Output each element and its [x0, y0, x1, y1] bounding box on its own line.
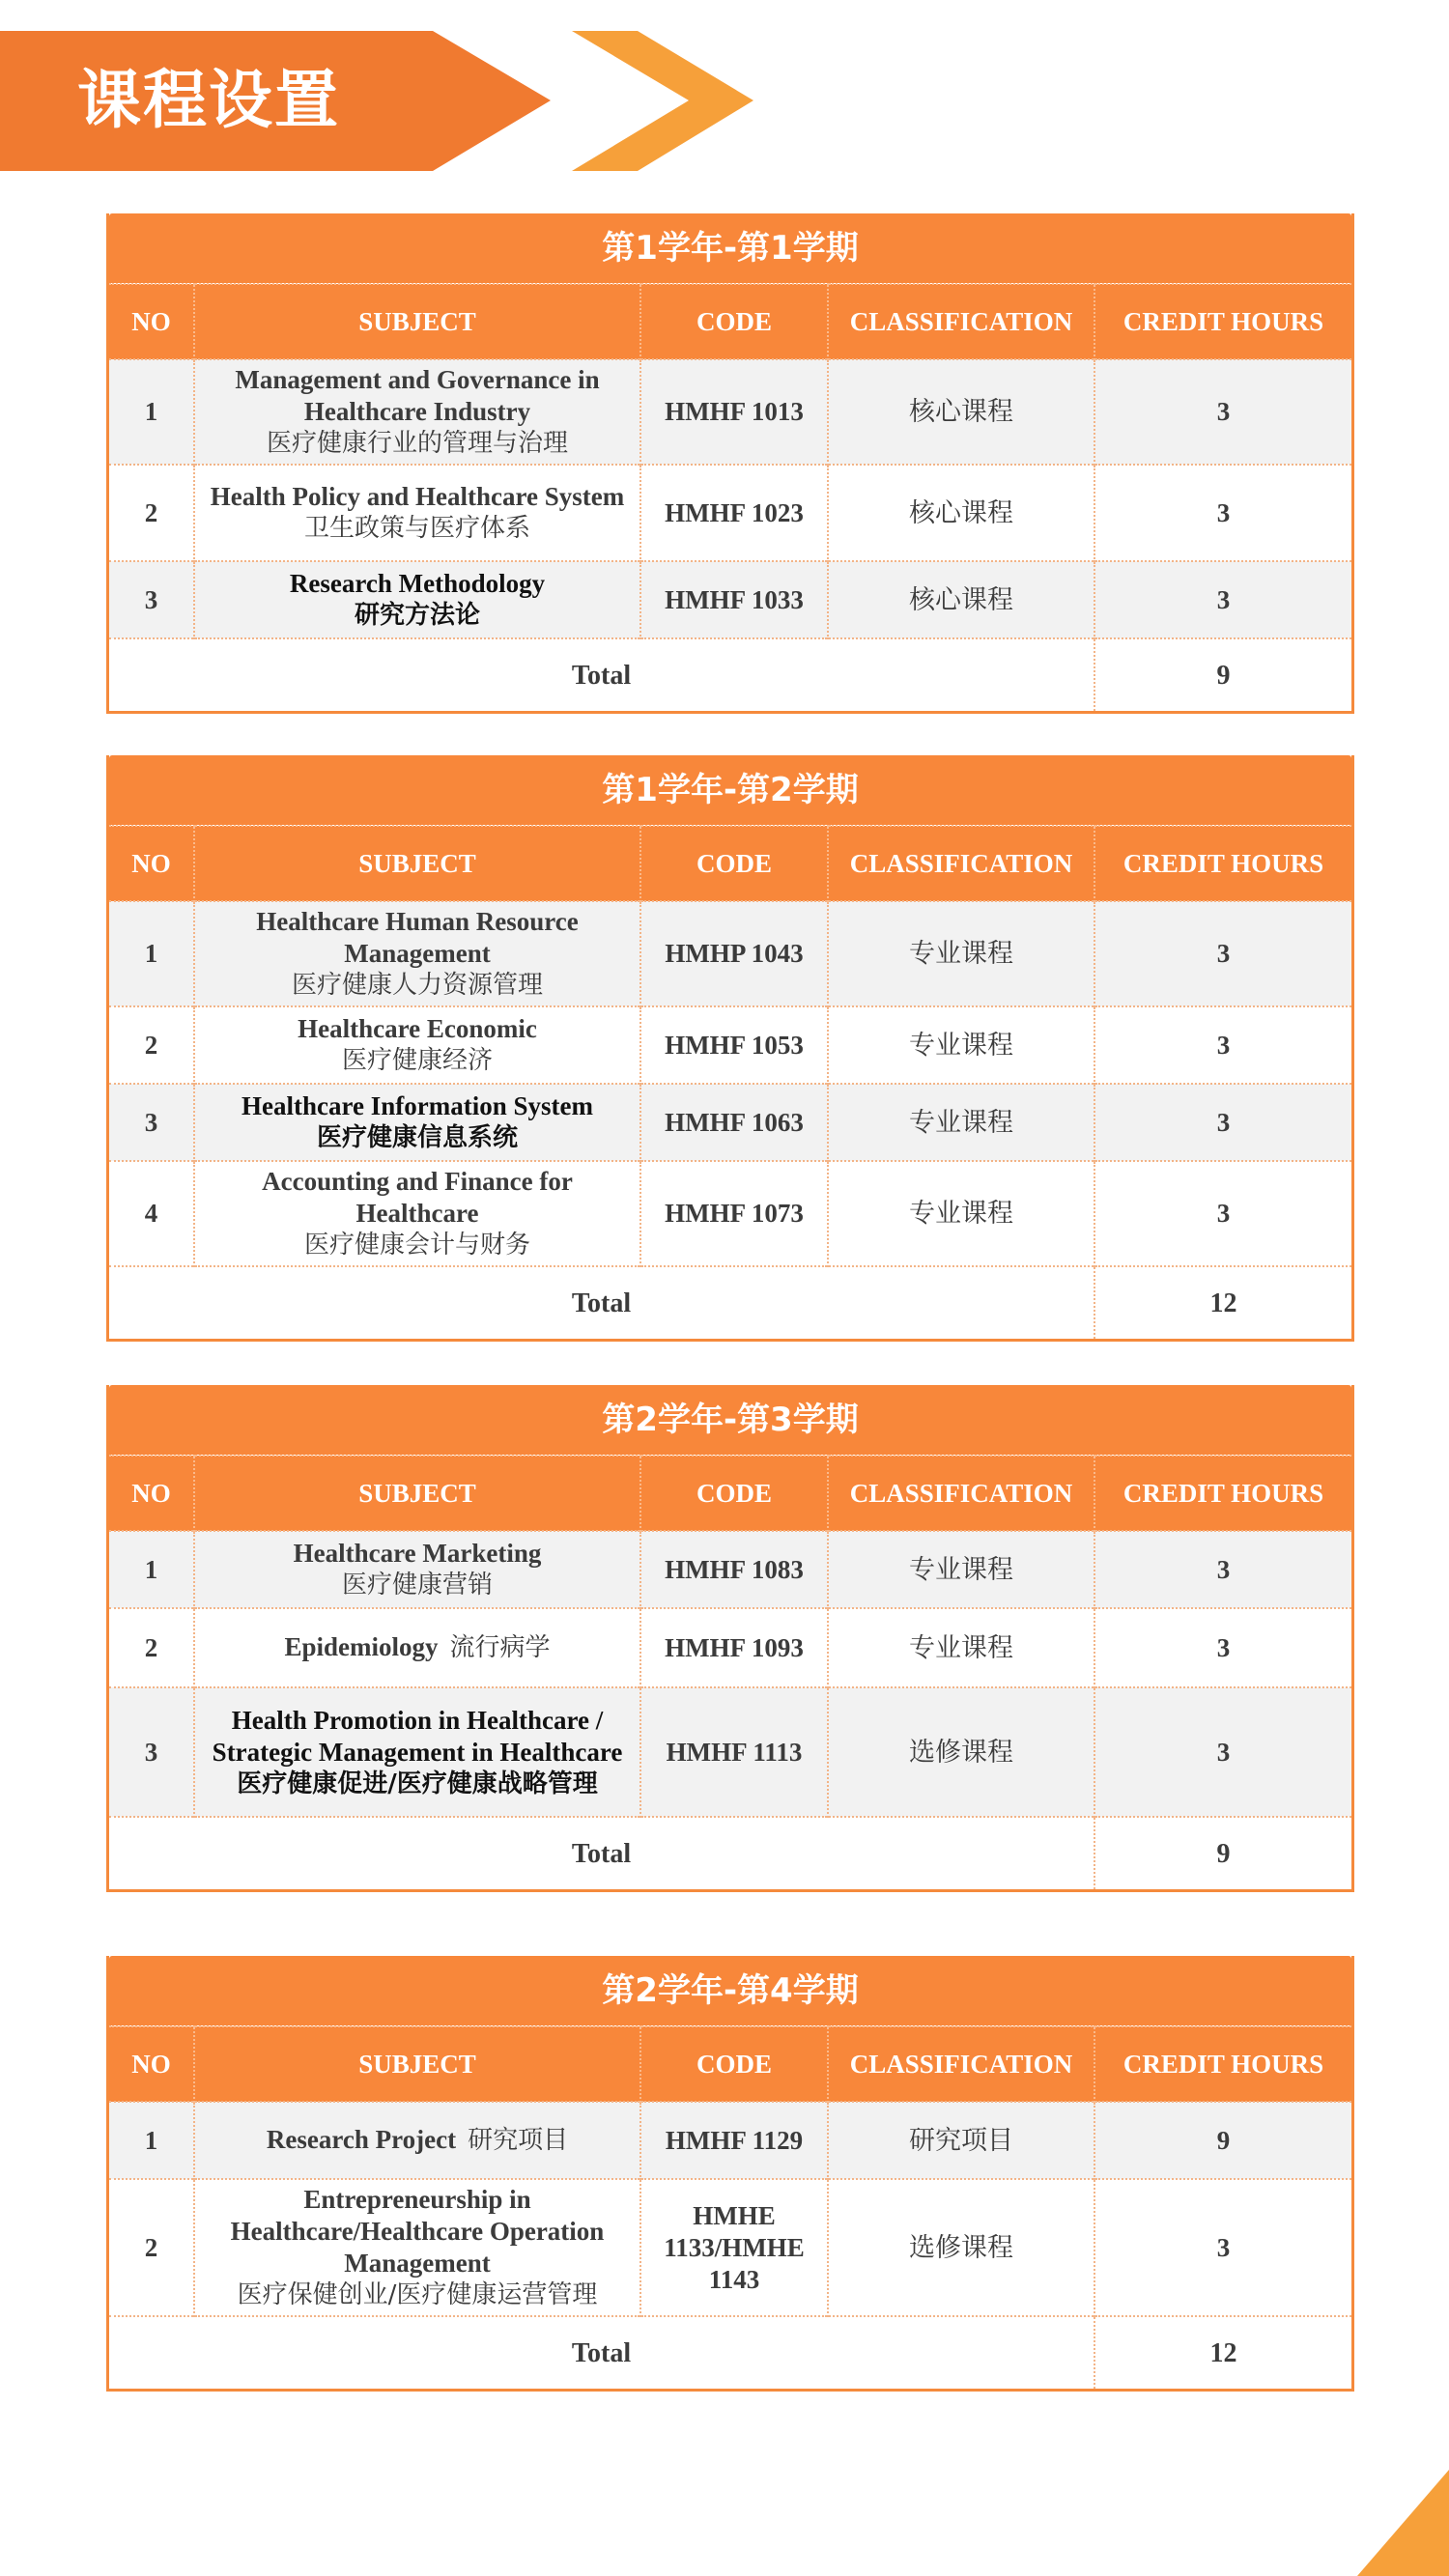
cell-no: 2: [109, 2179, 194, 2316]
table-row: [109, 1084, 1351, 1161]
subject-en: Epidemiology: [284, 1632, 439, 1661]
table-row: [109, 359, 1351, 465]
column-header-code: CODE: [640, 2026, 828, 2102]
subject-en: Healthcare Marketing: [293, 1539, 542, 1568]
subject-en: Accounting and Finance for Healthcare: [262, 1167, 573, 1228]
cell-code: HMHF 1129: [640, 2102, 828, 2179]
course-table: [109, 825, 1351, 1339]
semester-title: 第2学年-第4学期: [109, 1956, 1351, 2025]
total-label: Total: [109, 638, 1094, 711]
column-header-credit-hours: CREDIT HOURS: [1094, 2026, 1351, 2102]
semester-title: 第1学年-第1学期: [109, 213, 1351, 283]
cell-code: HMHF 1073: [640, 1161, 828, 1266]
column-header-subject: SUBJECT: [194, 284, 640, 359]
cell-subject: [194, 1687, 640, 1817]
total-row: [109, 638, 1351, 711]
cell-no: 1: [109, 2102, 194, 2179]
course-table: [109, 283, 1351, 711]
column-header-classification: CLASSIFICATION: [828, 826, 1094, 901]
column-header-code: CODE: [640, 284, 828, 359]
cell-no: 2: [109, 465, 194, 561]
subject-cn: 医疗健康人力资源管理: [291, 971, 543, 1000]
subject-cn: 医疗健康会计与财务: [303, 1231, 530, 1260]
cell-subject: [194, 1161, 640, 1266]
table-header-row: [109, 2026, 1351, 2102]
subject-en: Research Methodology: [289, 569, 546, 598]
cell-code: HMHF 1113: [640, 1687, 828, 1817]
column-header-no: NO: [109, 284, 194, 359]
subject-cn: 医疗健康行业的管理与治理: [266, 429, 568, 458]
total-label: Total: [109, 1266, 1094, 1339]
subject-cn: 流行病学: [449, 1633, 551, 1662]
cell-classification: 专业课程: [828, 1006, 1094, 1084]
cell-subject: [194, 1084, 640, 1161]
cell-no: 1: [109, 359, 194, 465]
cell-credit: 3: [1094, 1161, 1351, 1266]
column-header-credit-hours: CREDIT HOURS: [1094, 1456, 1351, 1531]
cell-subject: [194, 1531, 640, 1608]
cell-credit: 3: [1094, 1608, 1351, 1687]
cell-credit: 3: [1094, 1006, 1351, 1084]
semester-table-3: [106, 1385, 1354, 1892]
subject-en: Healthcare Information System: [242, 1091, 593, 1120]
total-label: Total: [109, 1817, 1094, 1889]
subject-cn: 研究方法论: [354, 601, 480, 630]
subject-en: Healthcare Economic: [298, 1014, 537, 1043]
subject-cn: 医疗健康经济: [341, 1046, 493, 1075]
subject-en: Health Promotion in Healthcare / Strategic Management in Healthcare: [212, 1705, 623, 1767]
column-header-subject: SUBJECT: [194, 826, 640, 901]
cell-subject: [194, 1608, 640, 1687]
cell-subject: [194, 901, 640, 1006]
table-row: [109, 465, 1351, 561]
cell-classification: 研究项目: [828, 2102, 1094, 2179]
table-row: [109, 561, 1351, 638]
cell-no: 3: [109, 1084, 194, 1161]
cell-no: 1: [109, 1531, 194, 1608]
semester-title: 第1学年-第2学期: [109, 755, 1351, 825]
corner-triangle-decoration: [1352, 2470, 1449, 2576]
subject-cn: 卫生政策与医疗体系: [303, 514, 530, 543]
cell-no: 3: [109, 1687, 194, 1817]
cell-credit: 3: [1094, 465, 1351, 561]
column-header-no: NO: [109, 2026, 194, 2102]
cell-no: 4: [109, 1161, 194, 1266]
table-row: [109, 1161, 1351, 1266]
cell-credit: 3: [1094, 2179, 1351, 2316]
cell-subject: [194, 465, 640, 561]
column-header-subject: SUBJECT: [194, 2026, 640, 2102]
cell-subject: [194, 2179, 640, 2316]
cell-code: HMHF 1013: [640, 359, 828, 465]
column-header-code: CODE: [640, 826, 828, 901]
subject-en: Entrepreneurship in Healthcare/Healthcare Operation Management: [230, 2185, 605, 2278]
subject-en: Healthcare Human Resource Management: [256, 907, 579, 968]
subject-en: Health Policy and Healthcare System: [210, 482, 625, 511]
cell-credit: 3: [1094, 561, 1351, 638]
cell-code: HMHF 1053: [640, 1006, 828, 1084]
cell-no: 3: [109, 561, 194, 638]
cell-subject: [194, 2102, 640, 2179]
column-header-credit-hours: CREDIT HOURS: [1094, 284, 1351, 359]
table-row: [109, 2102, 1351, 2179]
cell-code: HMHF 1033: [640, 561, 828, 638]
subject-en: Research Project: [266, 2125, 457, 2154]
total-value: 12: [1094, 2316, 1351, 2389]
cell-credit: 3: [1094, 901, 1351, 1006]
course-table: [109, 2025, 1351, 2389]
page-title: 课程设置: [77, 63, 340, 137]
table-row: [109, 2179, 1351, 2316]
cell-code: HMHF 1093: [640, 1608, 828, 1687]
subject-cn: 研究项目: [468, 2126, 569, 2155]
column-header-classification: CLASSIFICATION: [828, 2026, 1094, 2102]
cell-credit: 3: [1094, 1687, 1351, 1817]
column-header-classification: CLASSIFICATION: [828, 1456, 1094, 1531]
cell-no: 2: [109, 1006, 194, 1084]
cell-subject: [194, 561, 640, 638]
cell-classification: 专业课程: [828, 1531, 1094, 1608]
semester-table-2: [106, 755, 1354, 1342]
cell-classification: 专业课程: [828, 1161, 1094, 1266]
course-table: [109, 1455, 1351, 1889]
cell-code: HMHP 1043: [640, 901, 828, 1006]
semester-table-1: [106, 213, 1354, 714]
cell-classification: 选修课程: [828, 2179, 1094, 2316]
cell-credit: 9: [1094, 2102, 1351, 2179]
cell-classification: 专业课程: [828, 1084, 1094, 1161]
cell-code: HMHF 1063: [640, 1084, 828, 1161]
cell-code: HMHF 1083: [640, 1531, 828, 1608]
table-row: [109, 1531, 1351, 1608]
cell-classification: 选修课程: [828, 1687, 1094, 1817]
subject-cn: 医疗健康营销: [341, 1571, 493, 1599]
total-value: 9: [1094, 638, 1351, 711]
cell-classification: 核心课程: [828, 359, 1094, 465]
total-value: 12: [1094, 1266, 1351, 1339]
cell-subject: [194, 1006, 640, 1084]
cell-classification: 核心课程: [828, 561, 1094, 638]
column-header-credit-hours: CREDIT HOURS: [1094, 826, 1351, 901]
cell-code: HMHF 1023: [640, 465, 828, 561]
cell-credit: 3: [1094, 1531, 1351, 1608]
subject-cn: 医疗健康促进/医疗健康战略管理: [237, 1769, 598, 1798]
table-header-row: [109, 284, 1351, 359]
table-header-row: [109, 826, 1351, 901]
cell-classification: 专业课程: [828, 901, 1094, 1006]
cell-no: 2: [109, 1608, 194, 1687]
subject-cn: 医疗健康信息系统: [316, 1123, 518, 1152]
column-header-no: NO: [109, 826, 194, 901]
table-row: [109, 1608, 1351, 1687]
cell-credit: 3: [1094, 1084, 1351, 1161]
column-header-classification: CLASSIFICATION: [828, 284, 1094, 359]
subject-cn: 医疗保健创业/医疗健康运营管理: [237, 2280, 598, 2309]
semester-title: 第2学年-第3学期: [109, 1385, 1351, 1455]
total-value: 9: [1094, 1817, 1351, 1889]
column-header-subject: SUBJECT: [194, 1456, 640, 1531]
semester-table-4: [106, 1956, 1354, 2392]
total-row: [109, 1817, 1351, 1889]
header-banner: [0, 31, 753, 171]
total-label: Total: [109, 2316, 1094, 2389]
table-header-row: [109, 1456, 1351, 1531]
table-row: [109, 1687, 1351, 1817]
column-header-no: NO: [109, 1456, 194, 1531]
cell-no: 1: [109, 901, 194, 1006]
cell-classification: 核心课程: [828, 465, 1094, 561]
cell-code: HMHE 1133/HMHE 1143: [640, 2179, 828, 2316]
cell-credit: 3: [1094, 359, 1351, 465]
column-header-code: CODE: [640, 1456, 828, 1531]
total-row: [109, 1266, 1351, 1339]
table-row: [109, 1006, 1351, 1084]
subject-en: Management and Governance in Healthcare Industry: [235, 365, 600, 426]
cell-classification: 专业课程: [828, 1608, 1094, 1687]
table-row: [109, 901, 1351, 1006]
total-row: [109, 2316, 1351, 2389]
cell-subject: [194, 359, 640, 465]
